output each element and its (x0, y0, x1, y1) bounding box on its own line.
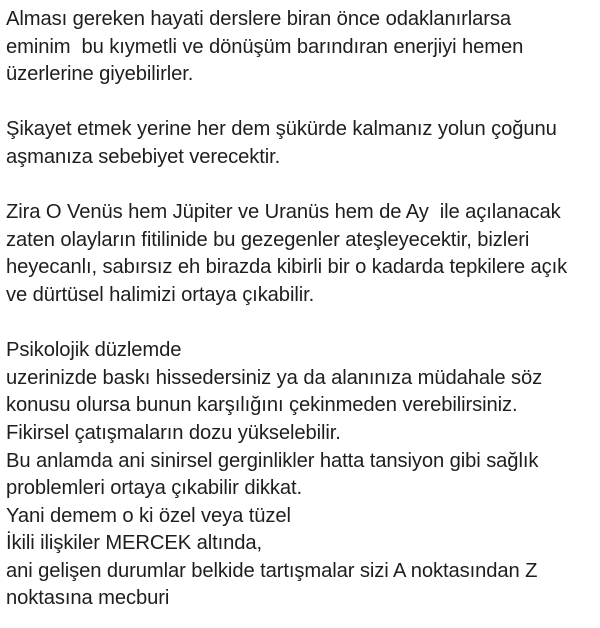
text-line: uzerinizde baskı hissedersiniz ya da alanınıza müdahale söz (6, 366, 543, 389)
document-body (6, 6, 596, 613)
text-line: İkili ilişkiler MERCEK altında, (6, 532, 263, 555)
paragraph-3 (6, 199, 596, 309)
text-line: Şikayet etmek yerine her dem şükürde kalmanız yolun çoğunu (6, 118, 557, 141)
paragraph-1 (6, 6, 596, 89)
text-line: Alması gereken hayati derslere biran önce odaklanırlarsa (6, 8, 511, 30)
text-line: eminim bu kıymetli ve dönüşüm barındıran enerjiyi hemen (6, 35, 524, 58)
paragraph-4 (6, 337, 596, 613)
text-line: problemleri ortaya çıkabilir dikkat. (6, 477, 302, 500)
text-line: ani gelişen durumlar belkide tartışmalar sizi A noktasından Z (6, 559, 538, 582)
text-line: üzerlerine giyebilirler. (6, 63, 194, 86)
text-line: ve dürtüsel halimizi ortaya çıkabilir. (6, 283, 315, 306)
text-line: Psikolojik düzlemde (6, 339, 182, 362)
text-line: konusu olursa bunun karşılığını çekinmeden verebilirsiniz. (6, 394, 518, 417)
text-line: heyecanlı, sabırsız eh birazda kibirli bir o kadarda tepkilere açık (6, 256, 568, 279)
text-line: Yani demem o ki özel veya tüzel (6, 504, 291, 527)
text-line: aşmanıza sebebiyet verecektir. (6, 145, 281, 168)
text-line: zaten olayların fitilinide bu gezegenler ateşleyecektir, bizleri (6, 228, 530, 251)
paragraph-2 (6, 116, 596, 171)
text-line: Bu anlamda ani sinirsel gerginlikler hatta tansiyon gibi sağlık (6, 449, 539, 472)
text-line: noktasına mecburi (6, 587, 170, 610)
text-line: Zira O Venüs hem Jüpiter ve Uranüs hem de Ay ile açılanacak (6, 201, 561, 224)
text-line: Fikirsel çatışmaların dozu yükselebilir. (6, 421, 341, 444)
